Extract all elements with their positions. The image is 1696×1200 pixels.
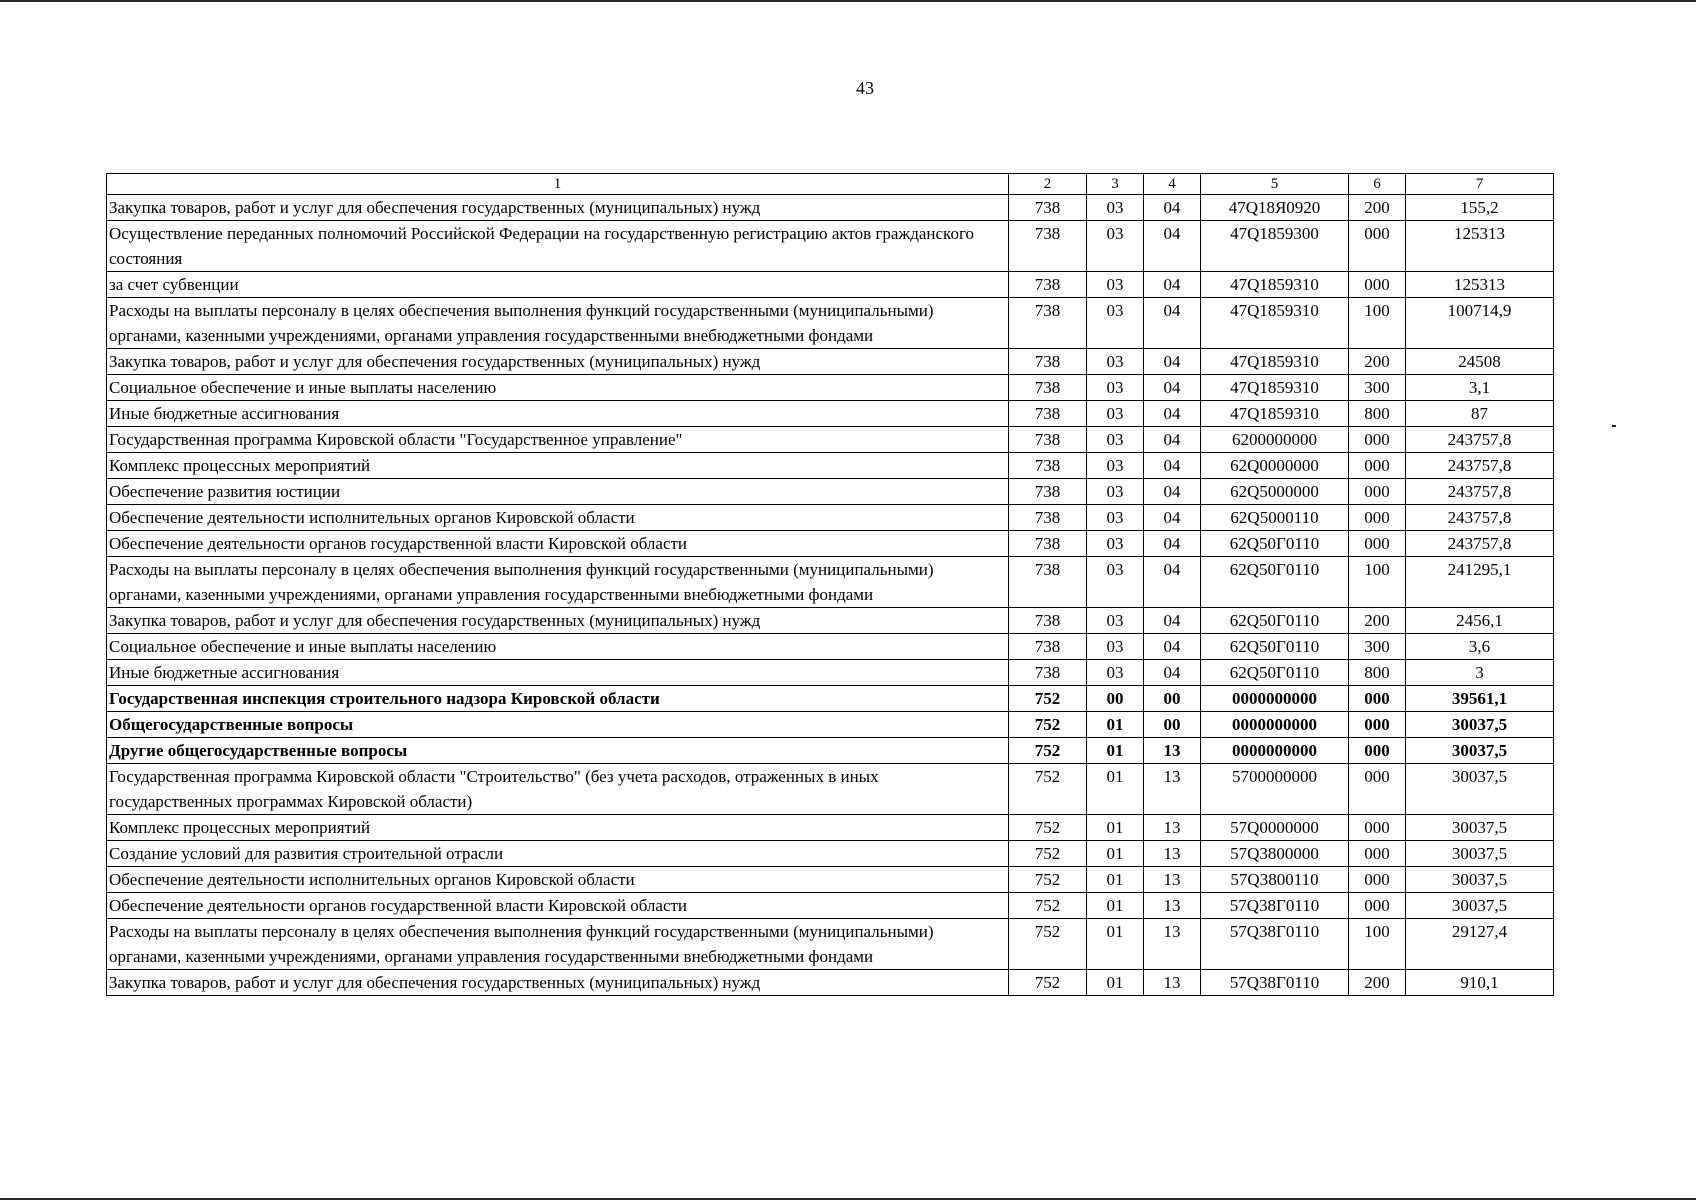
- row-target-article-cell: 47Q1859310: [1201, 349, 1349, 375]
- row-name-cell: за счет субвенции: [107, 272, 1009, 298]
- table-row: [107, 893, 1554, 919]
- row-expense-type-cell: 200: [1349, 970, 1406, 996]
- row-name-cell: Комплекс процессных мероприятий: [107, 815, 1009, 841]
- row-code-cell: 752: [1009, 841, 1087, 867]
- row-expense-type-cell: 000: [1349, 531, 1406, 557]
- row-target-article-cell: 47Q1859310: [1201, 272, 1349, 298]
- row-section-cell: 03: [1087, 401, 1144, 427]
- row-subsection-cell: 13: [1144, 893, 1201, 919]
- row-code-cell: 738: [1009, 608, 1087, 634]
- row-code-cell: 738: [1009, 221, 1087, 272]
- row-amount-cell: 243757,8: [1406, 453, 1554, 479]
- row-expense-type-cell: 000: [1349, 841, 1406, 867]
- row-name-cell: Закупка товаров, работ и услуг для обеспечения государственных (муниципальных) нужд: [107, 195, 1009, 221]
- row-amount-cell: 243757,8: [1406, 479, 1554, 505]
- table-row: [107, 298, 1554, 349]
- row-amount-cell: 30037,5: [1406, 893, 1554, 919]
- row-section-cell: 03: [1087, 557, 1144, 608]
- row-expense-type-cell: 000: [1349, 815, 1406, 841]
- table-row: [107, 221, 1554, 272]
- row-section-cell: 03: [1087, 272, 1144, 298]
- row-subsection-cell: 04: [1144, 195, 1201, 221]
- row-section-cell: 01: [1087, 893, 1144, 919]
- row-subsection-cell: 04: [1144, 221, 1201, 272]
- row-amount-cell: 24508: [1406, 349, 1554, 375]
- row-name-cell: Иные бюджетные ассигнования: [107, 660, 1009, 686]
- row-amount-cell: 30037,5: [1406, 764, 1554, 815]
- row-target-article-cell: 0000000000: [1201, 738, 1349, 764]
- row-target-article-cell: 47Q1859310: [1201, 401, 1349, 427]
- row-subsection-cell: 13: [1144, 867, 1201, 893]
- row-target-article-cell: 6200000000: [1201, 427, 1349, 453]
- row-section-cell: 01: [1087, 919, 1144, 970]
- row-amount-cell: 30037,5: [1406, 841, 1554, 867]
- row-name-cell: Общегосударственные вопросы: [107, 712, 1009, 738]
- row-name-cell: Комплекс процессных мероприятий: [107, 453, 1009, 479]
- row-expense-type-cell: 200: [1349, 195, 1406, 221]
- row-target-article-cell: 0000000000: [1201, 686, 1349, 712]
- row-target-article-cell: 57Q38Г0110: [1201, 893, 1349, 919]
- table-row: [107, 712, 1554, 738]
- row-expense-type-cell: 000: [1349, 505, 1406, 531]
- row-target-article-cell: 47Q1859310: [1201, 375, 1349, 401]
- row-code-cell: 738: [1009, 195, 1087, 221]
- row-name-cell: Расходы на выплаты персоналу в целях обеспечения выполнения функций государственными (муниципальными) органами, казенными учреждениями, органами управления государственными внебюджетными фондами: [107, 919, 1009, 970]
- row-amount-cell: 30037,5: [1406, 738, 1554, 764]
- row-target-article-cell: 62Q50Г0110: [1201, 557, 1349, 608]
- row-subsection-cell: 04: [1144, 608, 1201, 634]
- table-row: [107, 970, 1554, 996]
- row-section-cell: 03: [1087, 608, 1144, 634]
- row-section-cell: 03: [1087, 660, 1144, 686]
- row-name-cell: Государственная программа Кировской области "Строительство" (без учета расходов, отраженных в иных государственных программах Кировской области): [107, 764, 1009, 815]
- column-header: 1: [107, 174, 1009, 195]
- row-expense-type-cell: 200: [1349, 608, 1406, 634]
- row-subsection-cell: 04: [1144, 557, 1201, 608]
- table-row: [107, 867, 1554, 893]
- table-row: [107, 195, 1554, 221]
- row-expense-type-cell: 800: [1349, 660, 1406, 686]
- row-subsection-cell: 04: [1144, 531, 1201, 557]
- row-section-cell: 01: [1087, 712, 1144, 738]
- row-code-cell: 738: [1009, 505, 1087, 531]
- row-expense-type-cell: 000: [1349, 427, 1406, 453]
- row-code-cell: 738: [1009, 427, 1087, 453]
- row-section-cell: 03: [1087, 505, 1144, 531]
- row-subsection-cell: 04: [1144, 272, 1201, 298]
- table-row: [107, 349, 1554, 375]
- row-subsection-cell: 04: [1144, 660, 1201, 686]
- table-row: [107, 919, 1554, 970]
- row-amount-cell: 243757,8: [1406, 505, 1554, 531]
- row-name-cell: Обеспечение развития юстиции: [107, 479, 1009, 505]
- row-code-cell: 752: [1009, 764, 1087, 815]
- table-row: [107, 738, 1554, 764]
- row-amount-cell: 243757,8: [1406, 427, 1554, 453]
- row-target-article-cell: 57Q0000000: [1201, 815, 1349, 841]
- row-expense-type-cell: 000: [1349, 272, 1406, 298]
- table-row: [107, 427, 1554, 453]
- table-row: [107, 841, 1554, 867]
- row-expense-type-cell: 000: [1349, 686, 1406, 712]
- row-expense-type-cell: 300: [1349, 375, 1406, 401]
- column-header: 2: [1009, 174, 1087, 195]
- row-subsection-cell: 00: [1144, 712, 1201, 738]
- table-row: [107, 375, 1554, 401]
- row-subsection-cell: 13: [1144, 970, 1201, 996]
- table-row: [107, 479, 1554, 505]
- row-code-cell: 738: [1009, 479, 1087, 505]
- row-expense-type-cell: 000: [1349, 479, 1406, 505]
- row-target-article-cell: 47Q1859310: [1201, 298, 1349, 349]
- row-code-cell: 738: [1009, 401, 1087, 427]
- table-row: [107, 608, 1554, 634]
- row-code-cell: 738: [1009, 349, 1087, 375]
- row-code-cell: 752: [1009, 712, 1087, 738]
- row-target-article-cell: 62Q5000110: [1201, 505, 1349, 531]
- row-name-cell: Обеспечение деятельности органов государственной власти Кировской области: [107, 531, 1009, 557]
- row-target-article-cell: 57Q3800110: [1201, 867, 1349, 893]
- row-subsection-cell: 04: [1144, 453, 1201, 479]
- column-header: 4: [1144, 174, 1201, 195]
- row-expense-type-cell: 000: [1349, 893, 1406, 919]
- row-name-cell: Расходы на выплаты персоналу в целях обеспечения выполнения функций государственными (муниципальными) органами, казенными учреждениями, органами управления государственными внебюджетными фондами: [107, 557, 1009, 608]
- row-target-article-cell: 57Q38Г0110: [1201, 970, 1349, 996]
- row-expense-type-cell: 800: [1349, 401, 1406, 427]
- row-name-cell: Закупка товаров, работ и услуг для обеспечения государственных (муниципальных) нужд: [107, 970, 1009, 996]
- row-subsection-cell: 13: [1144, 738, 1201, 764]
- row-subsection-cell: 13: [1144, 841, 1201, 867]
- row-section-cell: 01: [1087, 815, 1144, 841]
- row-amount-cell: 155,2: [1406, 195, 1554, 221]
- budget-table: [106, 173, 1554, 996]
- row-expense-type-cell: 000: [1349, 867, 1406, 893]
- row-name-cell: Обеспечение деятельности исполнительных органов Кировской области: [107, 867, 1009, 893]
- column-header: 7: [1406, 174, 1554, 195]
- row-subsection-cell: 04: [1144, 375, 1201, 401]
- row-target-article-cell: 62Q50Г0110: [1201, 531, 1349, 557]
- row-amount-cell: 3: [1406, 660, 1554, 686]
- column-header: 6: [1349, 174, 1406, 195]
- row-name-cell: Социальное обеспечение и иные выплаты населению: [107, 375, 1009, 401]
- page-number: 43: [856, 78, 874, 98]
- row-code-cell: 738: [1009, 272, 1087, 298]
- row-amount-cell: 125313: [1406, 221, 1554, 272]
- row-code-cell: 738: [1009, 298, 1087, 349]
- row-amount-cell: 100714,9: [1406, 298, 1554, 349]
- row-name-cell: Социальное обеспечение и иные выплаты населению: [107, 634, 1009, 660]
- row-code-cell: 752: [1009, 919, 1087, 970]
- row-target-article-cell: 62Q50Г0110: [1201, 634, 1349, 660]
- row-code-cell: 752: [1009, 893, 1087, 919]
- row-target-article-cell: 5700000000: [1201, 764, 1349, 815]
- column-header: 5: [1201, 174, 1349, 195]
- row-target-article-cell: 62Q50Г0110: [1201, 608, 1349, 634]
- row-target-article-cell: 47Q1859300: [1201, 221, 1349, 272]
- row-expense-type-cell: 100: [1349, 298, 1406, 349]
- row-section-cell: 03: [1087, 349, 1144, 375]
- row-amount-cell: 910,1: [1406, 970, 1554, 996]
- row-code-cell: 738: [1009, 660, 1087, 686]
- row-expense-type-cell: 100: [1349, 919, 1406, 970]
- row-name-cell: Создание условий для развития строительной отрасли: [107, 841, 1009, 867]
- row-subsection-cell: 04: [1144, 479, 1201, 505]
- row-section-cell: 03: [1087, 195, 1144, 221]
- table-row: [107, 686, 1554, 712]
- row-name-cell: Закупка товаров, работ и услуг для обеспечения государственных (муниципальных) нужд: [107, 349, 1009, 375]
- row-name-cell: Расходы на выплаты персоналу в целях обеспечения выполнения функций государственными (муниципальными) органами, казенными учреждениями, органами управления государственными внебюджетными фондами: [107, 298, 1009, 349]
- row-target-article-cell: 62Q50Г0110: [1201, 660, 1349, 686]
- row-name-cell: Государственная инспекция строительного надзора Кировской области: [107, 686, 1009, 712]
- row-code-cell: 738: [1009, 453, 1087, 479]
- row-expense-type-cell: 200: [1349, 349, 1406, 375]
- scan-speck: [1612, 425, 1616, 427]
- row-code-cell: 752: [1009, 815, 1087, 841]
- row-code-cell: 738: [1009, 531, 1087, 557]
- row-subsection-cell: 04: [1144, 298, 1201, 349]
- row-expense-type-cell: 000: [1349, 453, 1406, 479]
- row-name-cell: Государственная программа Кировской области "Государственное управление": [107, 427, 1009, 453]
- row-section-cell: 00: [1087, 686, 1144, 712]
- row-section-cell: 03: [1087, 634, 1144, 660]
- row-code-cell: 738: [1009, 634, 1087, 660]
- row-name-cell: Обеспечение деятельности органов государственной власти Кировской области: [107, 893, 1009, 919]
- row-target-article-cell: 0000000000: [1201, 712, 1349, 738]
- row-section-cell: 01: [1087, 764, 1144, 815]
- row-section-cell: 03: [1087, 453, 1144, 479]
- row-expense-type-cell: 000: [1349, 221, 1406, 272]
- table-row: [107, 634, 1554, 660]
- row-name-cell: Иные бюджетные ассигнования: [107, 401, 1009, 427]
- row-amount-cell: 87: [1406, 401, 1554, 427]
- row-section-cell: 01: [1087, 970, 1144, 996]
- row-subsection-cell: 04: [1144, 634, 1201, 660]
- row-subsection-cell: 04: [1144, 401, 1201, 427]
- row-expense-type-cell: 300: [1349, 634, 1406, 660]
- row-target-article-cell: 47Q18Я0920: [1201, 195, 1349, 221]
- row-amount-cell: 3,1: [1406, 375, 1554, 401]
- row-amount-cell: 30037,5: [1406, 815, 1554, 841]
- row-code-cell: 752: [1009, 686, 1087, 712]
- row-subsection-cell: 04: [1144, 427, 1201, 453]
- table-row: [107, 272, 1554, 298]
- row-name-cell: Осуществление переданных полномочий Российской Федерации на государственную регистрацию актов гражданского состояния: [107, 221, 1009, 272]
- row-subsection-cell: 04: [1144, 349, 1201, 375]
- row-amount-cell: 243757,8: [1406, 531, 1554, 557]
- row-amount-cell: 29127,4: [1406, 919, 1554, 970]
- row-expense-type-cell: 000: [1349, 712, 1406, 738]
- scan-edge-top: [0, 0, 1696, 2]
- row-amount-cell: 3,6: [1406, 634, 1554, 660]
- row-code-cell: 752: [1009, 867, 1087, 893]
- row-code-cell: 738: [1009, 375, 1087, 401]
- column-header: 3: [1087, 174, 1144, 195]
- row-section-cell: 03: [1087, 427, 1144, 453]
- row-name-cell: Другие общегосударственные вопросы: [107, 738, 1009, 764]
- row-code-cell: 752: [1009, 738, 1087, 764]
- row-subsection-cell: 13: [1144, 815, 1201, 841]
- row-amount-cell: 241295,1: [1406, 557, 1554, 608]
- row-amount-cell: 30037,5: [1406, 867, 1554, 893]
- row-amount-cell: 2456,1: [1406, 608, 1554, 634]
- row-code-cell: 752: [1009, 970, 1087, 996]
- table-row: [107, 764, 1554, 815]
- row-target-article-cell: 57Q38Г0110: [1201, 919, 1349, 970]
- table-row: [107, 660, 1554, 686]
- table-row: [107, 531, 1554, 557]
- row-subsection-cell: 13: [1144, 764, 1201, 815]
- row-subsection-cell: 13: [1144, 919, 1201, 970]
- row-expense-type-cell: 000: [1349, 738, 1406, 764]
- row-target-article-cell: 62Q0000000: [1201, 453, 1349, 479]
- row-amount-cell: 30037,5: [1406, 712, 1554, 738]
- row-subsection-cell: 00: [1144, 686, 1201, 712]
- table-row: [107, 453, 1554, 479]
- row-section-cell: 03: [1087, 298, 1144, 349]
- row-target-article-cell: 57Q3800000: [1201, 841, 1349, 867]
- table-row: [107, 557, 1554, 608]
- row-section-cell: 01: [1087, 738, 1144, 764]
- row-section-cell: 03: [1087, 479, 1144, 505]
- table-row: [107, 815, 1554, 841]
- row-code-cell: 738: [1009, 557, 1087, 608]
- table-body: [107, 195, 1554, 996]
- row-subsection-cell: 04: [1144, 505, 1201, 531]
- table-row: [107, 401, 1554, 427]
- table-header-row: [107, 174, 1554, 195]
- row-expense-type-cell: 100: [1349, 557, 1406, 608]
- row-section-cell: 01: [1087, 841, 1144, 867]
- table-row: [107, 505, 1554, 531]
- row-section-cell: 03: [1087, 221, 1144, 272]
- row-name-cell: Закупка товаров, работ и услуг для обеспечения государственных (муниципальных) нужд: [107, 608, 1009, 634]
- row-name-cell: Обеспечение деятельности исполнительных органов Кировской области: [107, 505, 1009, 531]
- row-expense-type-cell: 000: [1349, 764, 1406, 815]
- row-target-article-cell: 62Q5000000: [1201, 479, 1349, 505]
- row-section-cell: 03: [1087, 531, 1144, 557]
- row-section-cell: 01: [1087, 867, 1144, 893]
- row-amount-cell: 125313: [1406, 272, 1554, 298]
- row-section-cell: 03: [1087, 375, 1144, 401]
- row-amount-cell: 39561,1: [1406, 686, 1554, 712]
